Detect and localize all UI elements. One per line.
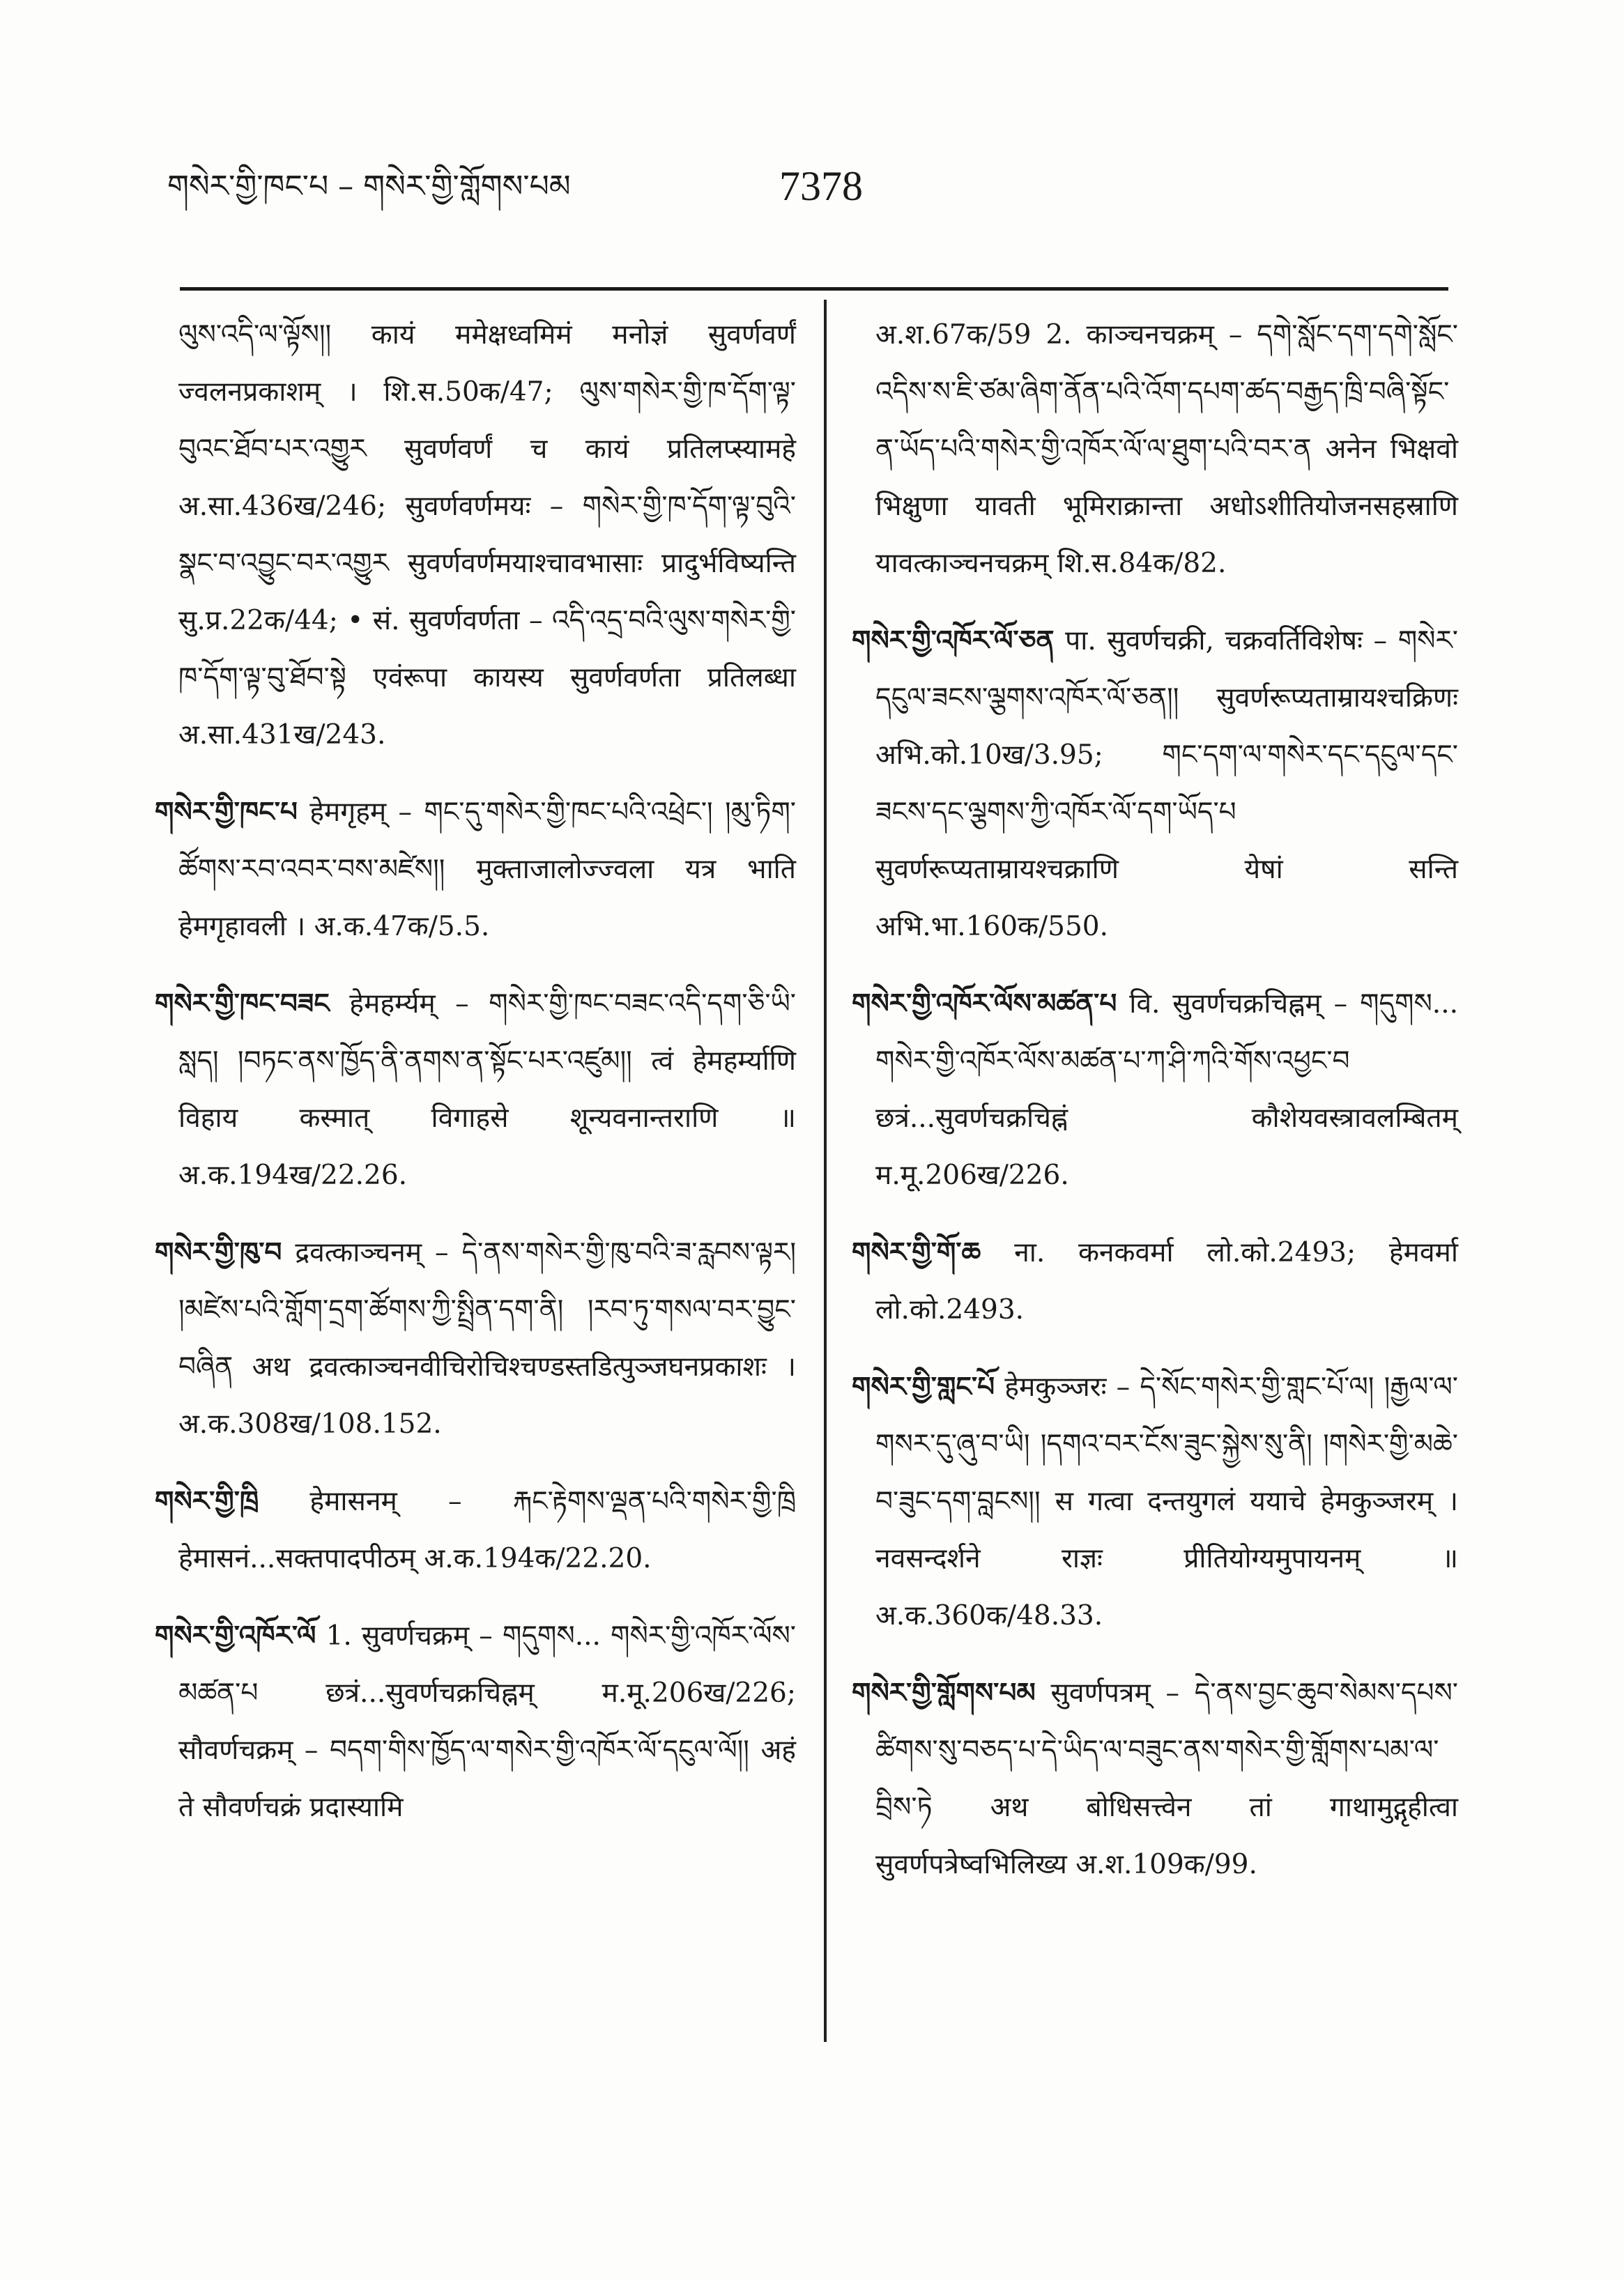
- dictionary-entry: [155, 307, 796, 764]
- entry-headword: གསེར་གྱི་ཁུ་བ: [155, 1236, 282, 1268]
- entry-headword: གསེར་གྱི་གློགས་པམ: [852, 1677, 1036, 1709]
- entry-text: द्रवत्काञ्चनम् – དེ་ནས་གསེར་གྱི་ཁུ་བའི་ཟ་རླབས་ལྟར། །མཛེས་པའི་གློག་དྲག་ཚོགས་ཀྱི་སྤྲིན་དག་ནི། །རབ་ཏུ་གསལ་བར་བྱུང་བཞིན अथ द्रवत्काञ्चनवीचिरोचिश्चण्डस्तडित्पुञ्जघनप्रकाशः । अ.क.308ख/108.152.: [178, 1237, 796, 1440]
- dictionary-entry: [155, 783, 796, 955]
- entry-headword: གསེར་གྱི་གླང་པོ: [852, 1371, 995, 1403]
- entry-text: पा. सुवर्णचक्री, चक्रवर्तिविशेषः – གསེར་དངུལ་ཟངས་ལྕགས་འཁོར་ལོ་ཅན།། सुवर्णरूप्यताम्रायश्चक्रिणः अभि.को.10ख/3.95; གང་དག་ལ་གསེར་དང་དངུལ་དང་ཟངས་དང་ལྕགས་ཀྱི་འཁོར་ལོ་དག་ཡོད་པ सुवर्णरूप्यताम्रायश्चक्राणि येषां सन्ति अभि.भा.160क/550.: [875, 625, 1458, 942]
- entry-text: हेमगृहम् – གང་དུ་གསེར་གྱི་ཁང་པའི་འཕྲེང་། །མུ་ཏིག་ཚོགས་རབ་འབར་བས་མཛེས།། मुक्ताजालोज्ज्वला यत्र भाति हेमगृहावली । अ.क.47क/5.5.: [178, 797, 796, 942]
- entry-headword: གསེར་གྱི་གོ་ཆ: [852, 1236, 981, 1268]
- entry-text: अ.श.67क/59 2. काञ्चनचक्रम् – དགེ་སློང་དག་དགེ་སློང་འདིས་ས་ཇི་ཙམ་ཞིག་ནོན་པའི་འོག་དཔག་ཚད་བརྒྱད་ཁྲི་བཞི་སྟོང་ན་ཡོད་པའི་གསེར་གྱི་འཁོར་ལོ་ལ་ཐུག་པའི་བར་ན अनेन भिक्षवो भिक्षुणा यावती भूमिराक्रान्ता अधोऽशीतियोजनसहस्राणि यावत्काञ्चनचक्रम् शि.स.84क/82.: [875, 319, 1458, 579]
- entry-headword: གསེར་གྱི་འཁོར་ལོས་མཚན་པ: [852, 988, 1117, 1020]
- dictionary-entry: [155, 1224, 796, 1453]
- dictionary-entry: [155, 975, 796, 1204]
- dictionary-entry: [155, 1607, 796, 1836]
- entry-text: हेमहर्म्यम् – གསེར་གྱི་ཁང་བཟང་འདི་དག་ཅི་ཡི་སླད། །བཏང་ནས་ཁྱོད་ནི་ནགས་ན་སྟོང་པར་འཛུམ།། त्वं हेमहर्म्याणि विहाय कस्मात् विगाहसे शून्यवनान्तराणि ॥ अ.क.194ख/22.26.: [178, 988, 796, 1191]
- running-head: གསེར་གྱི་ཁང་པ – གསེར་གྱི་གློགས་པམ: [167, 169, 571, 204]
- dictionary-entry: [852, 1664, 1458, 1894]
- dictionary-entry: [852, 307, 1458, 592]
- entry-text: 1. सुवर्णचक्रम् – གདུགས... གསེར་གྱི་འཁོར་ལོས་མཚན་པ छत्रं...सुवर्णचक्रचिह्नम् म.मू.206ख/226; सौवर्णचक्रम् – བདག་གིས་ཁྱོད་ལ་གསེར་གྱི་འཁོར་ལོ་དངུལ་ལོ།། अहं ते सौवर्णचक्रं प्रदास्यामि: [178, 1620, 796, 1823]
- entry-headword: གསེར་གྱི་འཁོར་ལོ་ཅན: [852, 624, 1055, 656]
- left-column: [155, 307, 796, 1856]
- entry-text: ना. कनकवर्मा लो.को.2493; हेमवर्मा लो.को.2493.: [875, 1237, 1458, 1326]
- column-divider: [824, 300, 827, 2042]
- entry-text: हेमकुञ्जरः – དེ་སོང་གསེར་གྱི་གླང་པོ་ལ། །རྒྱལ་ལ་གསར་དུ་ཞུ་བ་ཡི། །དགའ་བར་ངོས་ཟུང་སྐྱེས་སུ་ནི། །གསེར་གྱི་མཆེ་བ་ཟུང་དག་བླངས།། स गत्वा दन्तयुगलं ययाचे हेमकुञ्जरम् । नवसन्दर्शने राज्ञः प्रीतियोग्यमुपायनम् ॥ अ.क.360क/48.33.: [875, 1372, 1458, 1631]
- dictionary-entry: [852, 1224, 1458, 1339]
- entry-text: सुवर्णपत्रम् – དེ་ནས་བྱང་ཆུབ་སེམས་དཔས་ཚིགས་སུ་བཅད་པ་དེ་ཡིད་ལ་བཟུང་ནས་གསེར་གྱི་གློགས་པམ་ལ་བྲིས་ཏེ अथ बोधिसत्त्वेन तां गाथामुद्गृहीत्वा सुवर्णपत्रेष्वभिलिख्य अ.श.109क/99.: [875, 1677, 1458, 1880]
- dictionary-entry: [852, 975, 1458, 1204]
- page-number: 7378: [779, 163, 863, 209]
- entry-text: हेमासनम् – རྐང་རྟེགས་ལྡན་པའི་གསེར་གྱི་ཁྲི हेमासनं...सक्तपादपीठम् अ.क.194क/22.20.: [178, 1486, 796, 1574]
- dictionary-entry: [852, 1358, 1458, 1645]
- entry-text: वि. सुवर्णचक्रचिह्नम् – གདུགས... གསེར་གྱི་འཁོར་ལོས་མཚན་པ་ཀ་ཤི་ཀའི་གོས་འཕྱང་བ छत्रं...सुवर्णचक्रचिह्नं कौशेयवस्त्रावलम्बितम् म.मू.206ख/226.: [875, 988, 1458, 1191]
- dictionary-entry: [155, 1473, 796, 1588]
- dictionary-entry: [852, 612, 1458, 955]
- entry-text: ལུས་འདི་ལ་ལྟོས།། कायं ममेक्षध्वमिमं मनोज्ञं सुवर्णवर्णं ज्वलनप्रकाशम् । शि.स.50क/47; ལུས་གསེར་གྱི་ཁ་དོག་ལྟ་བུའང་ཐོབ་པར་འགྱུར सुवर्णवर्णं च कायं प्रतिलप्स्यामहे अ.सा.436ख/246; सुवर्णवर्णमयः – གསེར་གྱི་ཁ་དོག་ལྟ་བུའི་སྣང་བ་འབྱུང་བར་འགྱུར सुवर्णवर्णमयाश्चावभासाः प्रादुर्भविष्यन्ति सु.प्र.22क/44; • सं. सुवर्णवर्णता – འདི་འདྲ་བའི་ལུས་གསེར་གྱི་ཁ་དོག་ལྟ་བུ་ཐོབ་སྟེ एवंरूपा कायस्य सुवर्णवर्णता प्रतिलब्धा अ.सा.431ख/243.: [178, 319, 796, 751]
- entry-headword: གསེར་གྱི་ཁང་བཟང: [155, 988, 330, 1020]
- entry-headword: གསེར་གྱི་ཁྲི: [155, 1485, 259, 1517]
- header-rule: [180, 287, 1448, 291]
- entry-headword: གསེར་གྱི་ཁང་པ: [155, 796, 298, 828]
- right-column: [852, 307, 1458, 1913]
- entry-headword: གསེར་གྱི་འཁོར་ལོ: [155, 1620, 316, 1652]
